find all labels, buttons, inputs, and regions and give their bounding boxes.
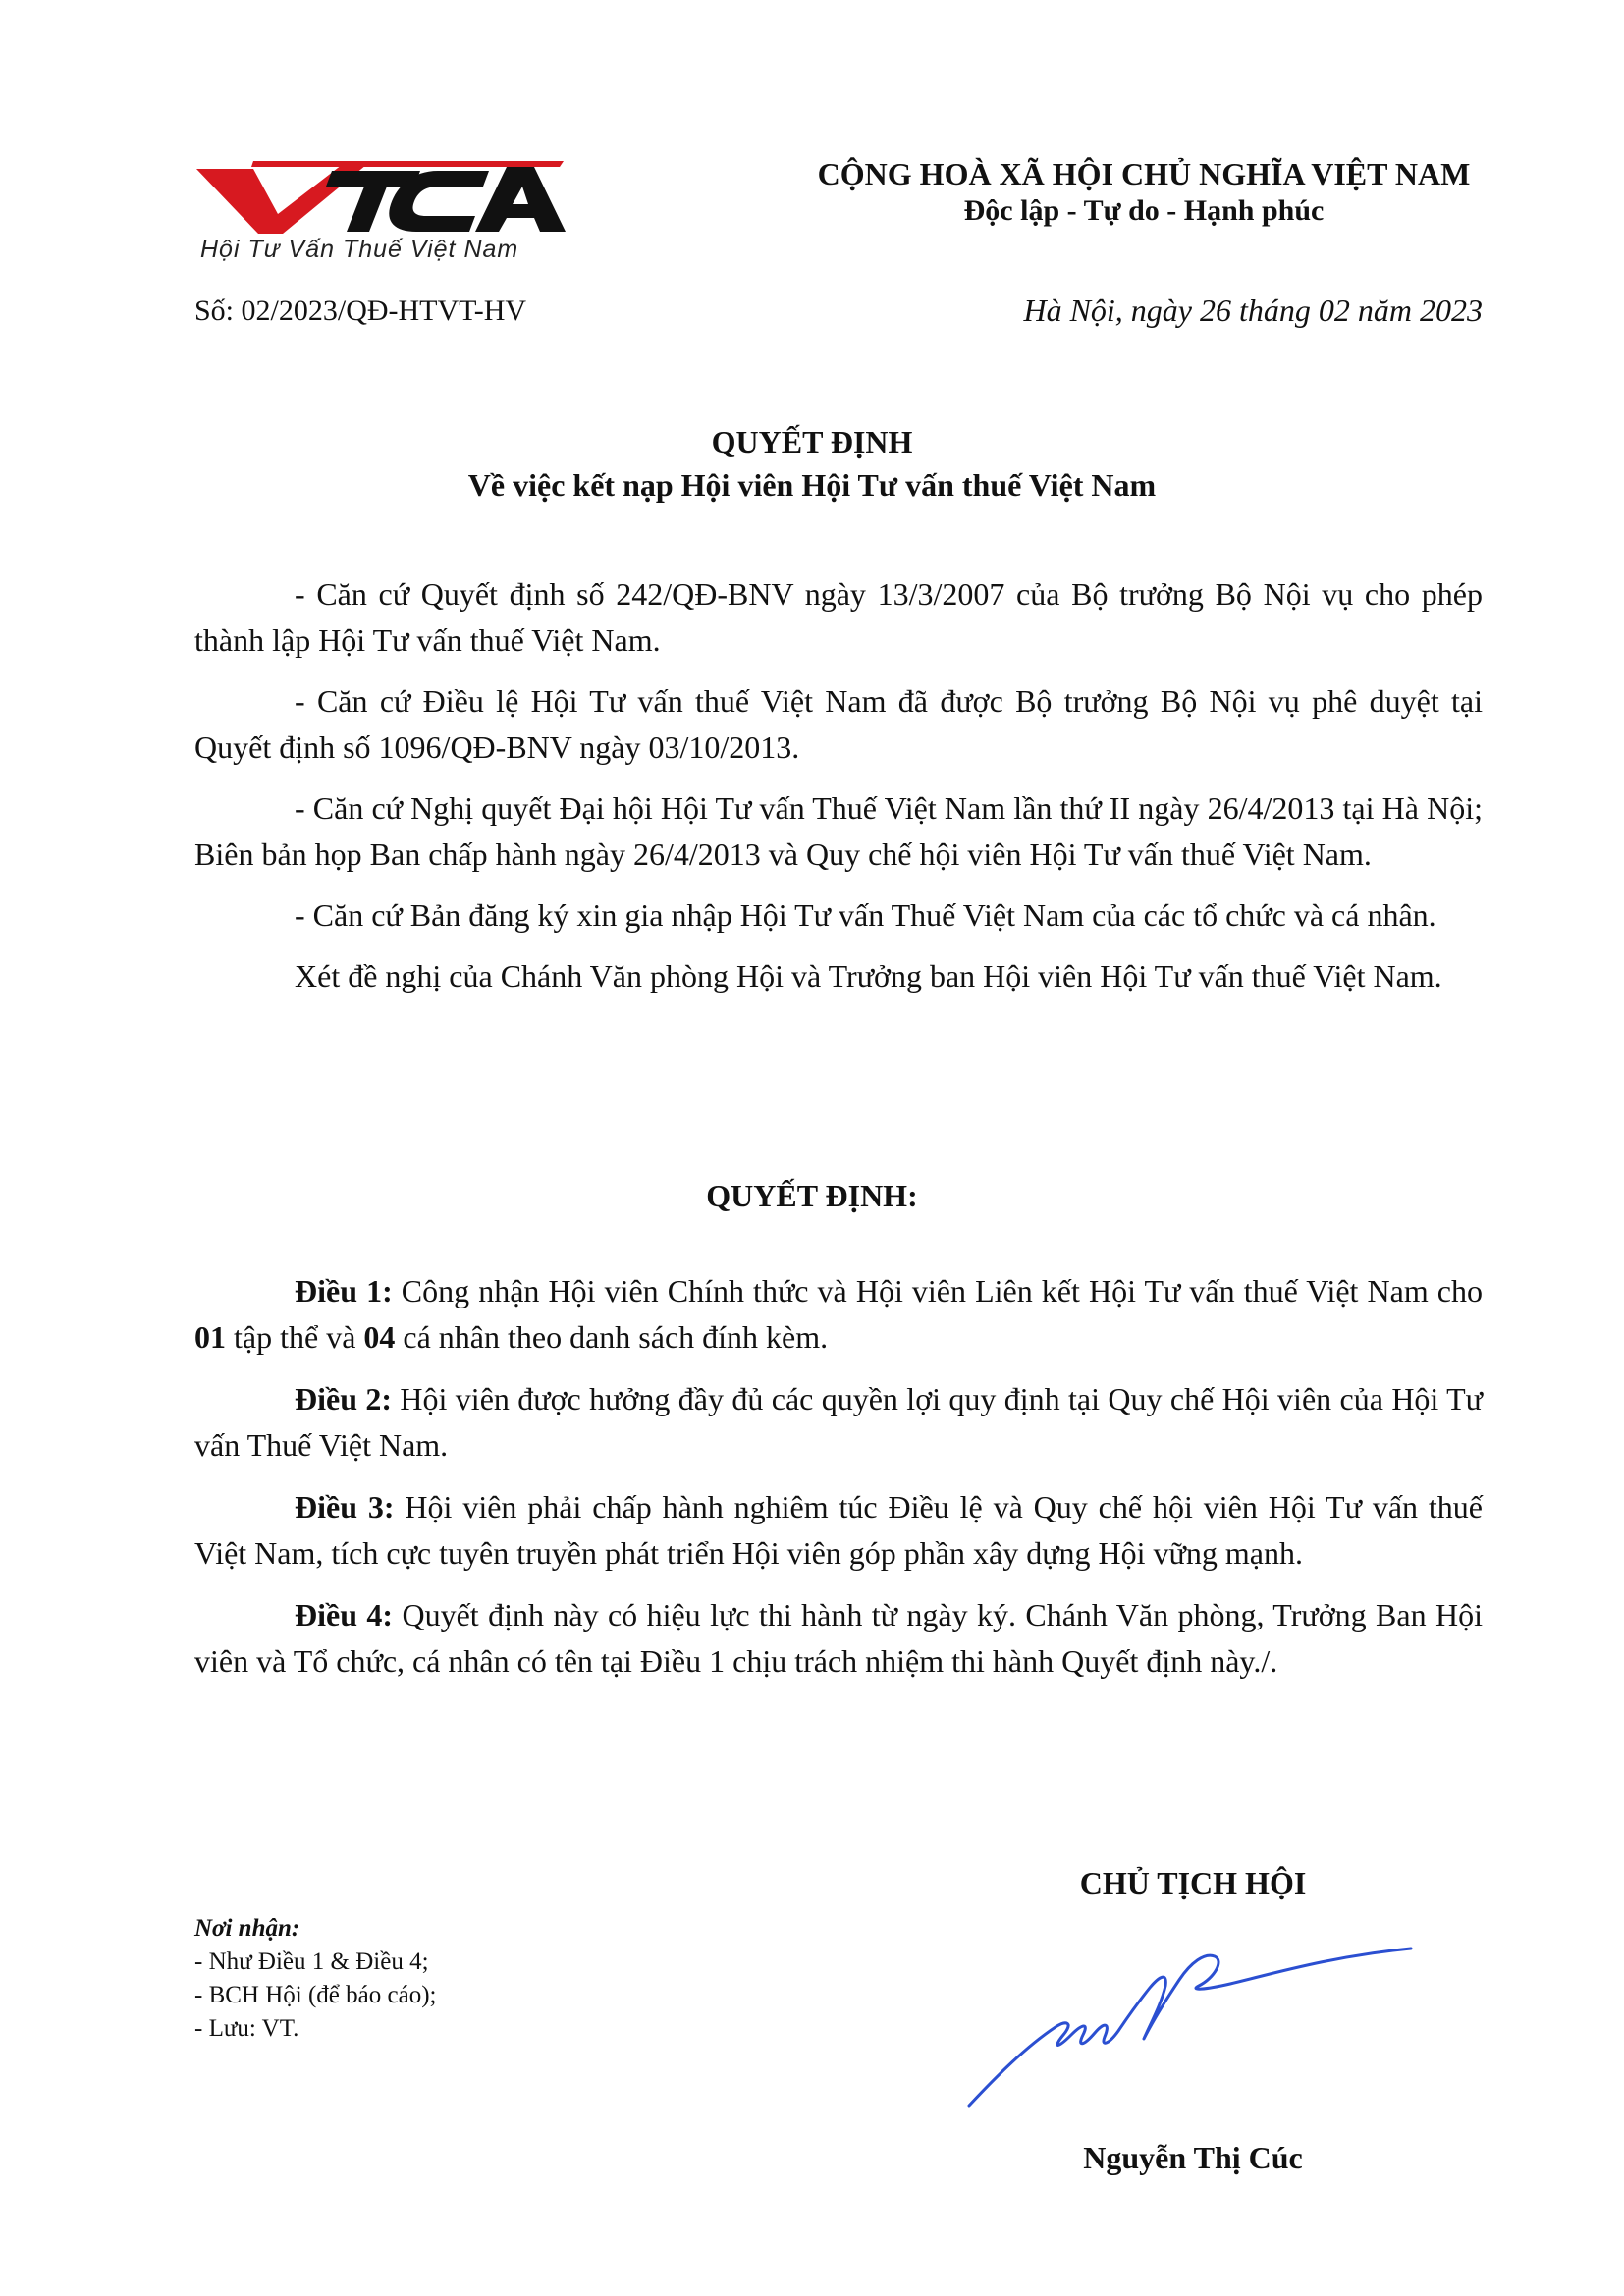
logo-tagline: Hội Tư Vấn Thuế Việt Nam xyxy=(200,236,519,263)
handwritten-signature xyxy=(957,1929,1429,2115)
article-3-text: Hội viên phải chấp hành nghiêm túc Điều lệ và Quy chế hội viên Hội Tư vấn thuế Việt Nam, tích cực tuyên truyền phát triển Hội viên góp phần xây dựng Hội vững mạnh. xyxy=(194,1489,1484,1571)
individual-count: 04 xyxy=(363,1319,396,1355)
article-1-label: Điều 1: xyxy=(295,1273,393,1308)
article-1 xyxy=(194,1268,1483,1361)
decide-heading: QUYẾT ĐỊNH: xyxy=(706,1178,918,1213)
title-main: QUYẾT ĐỊNH xyxy=(711,424,913,459)
articles xyxy=(194,1268,1483,1700)
preamble xyxy=(194,571,1483,1014)
article-4-label: Điều 4: xyxy=(295,1597,394,1632)
signer-name: Nguyễn Thị Cúc xyxy=(1083,2140,1303,2175)
article-4-text: Quyết định này có hiệu lực thi hành từ ngày ký. Chánh Văn phòng, Trưởng Ban Hội viên và Tổ chức, cá nhân có tên tại Điều 1 chịu trách nhiệm thi hành Quyết định này./. xyxy=(194,1597,1484,1679)
national-header xyxy=(746,155,1542,240)
article-1-text: tập thể và xyxy=(226,1319,364,1355)
article-4 xyxy=(194,1592,1483,1684)
signer-title: CHỦ TỊCH HỘI xyxy=(1079,1865,1307,1900)
recipient-item: - Lưu: VT. xyxy=(194,2015,299,2042)
collective-count: 01 xyxy=(194,1319,226,1355)
national-title: CỘNG HOÀ XÃ HỘI CHỦ NGHĨA VIỆT NAM xyxy=(817,156,1471,191)
vtca-logo xyxy=(194,157,568,275)
recipients xyxy=(194,1912,436,2046)
preamble-paragraph: - Căn cứ Bản đăng ký xin gia nhập Hội Tư vấn Thuế Việt Nam của các tổ chức và cá nhân. xyxy=(295,897,1436,933)
preamble-paragraph: Xét đề nghị của Chánh Văn phòng Hội và Trưởng ban Hội viên Hội Tư vấn thuế Việt Nam. xyxy=(295,958,1442,993)
article-2 xyxy=(194,1376,1483,1468)
recipients-heading: Nơi nhận: xyxy=(194,1915,300,1942)
title-subject: Về việc kết nạp Hội viên Hội Tư vấn thuế Việt Nam xyxy=(467,467,1157,503)
national-motto: Độc lập - Tự do - Hạnh phúc xyxy=(963,194,1325,227)
preamble-paragraph: - Căn cứ Nghị quyết Đại hội Hội Tư vấn Thuế Việt Nam lần thứ II ngày 26/4/2013 tại Hà Nội; Biên bản họp Ban chấp hành ngày 26/4/2013 và Quy chế hội viên Hội Tư vấn thuế Việt Nam. xyxy=(194,790,1483,872)
vtca-logo-mark xyxy=(194,157,568,236)
article-1-text: cá nhân theo danh sách đính kèm. xyxy=(395,1319,829,1355)
document-number: Số: 02/2023/QĐ-HTVT-HV xyxy=(194,294,527,327)
preamble-paragraph: - Căn cứ Điều lệ Hội Tư vấn thuế Việt Nam đã được Bộ trưởng Bộ Nội vụ phê duyệt tại Quyết định số 1096/QĐ-BNV ngày 03/10/2013. xyxy=(194,683,1483,765)
article-2-text: Hội viên được hưởng đầy đủ các quyền lợi quy định tại Quy chế Hội viên của Hội Tư vấn Thuế Việt Nam. xyxy=(194,1381,1484,1463)
article-2-label: Điều 2: xyxy=(295,1381,393,1416)
article-3-label: Điều 3: xyxy=(295,1489,395,1524)
article-3 xyxy=(194,1484,1483,1576)
place-date: Hà Nội, ngày 26 tháng 02 năm 2023 xyxy=(1023,293,1483,328)
recipient-item: - Như Điều 1 & Điều 4; xyxy=(194,1949,429,1975)
recipient-item: - BCH Hội (để báo cáo); xyxy=(194,1982,437,2008)
preamble-paragraph: - Căn cứ Quyết định số 242/QĐ-BNV ngày 13/3/2007 của Bộ trưởng Bộ Nội vụ cho phép thành lập Hội Tư vấn thuế Việt Nam. xyxy=(194,576,1483,658)
article-1-text: Công nhận Hội viên Chính thức và Hội viên Liên kết Hội Tư vấn thuế Việt Nam cho xyxy=(392,1273,1484,1308)
signature-stroke xyxy=(957,1929,1429,2115)
document-title xyxy=(0,420,1624,507)
